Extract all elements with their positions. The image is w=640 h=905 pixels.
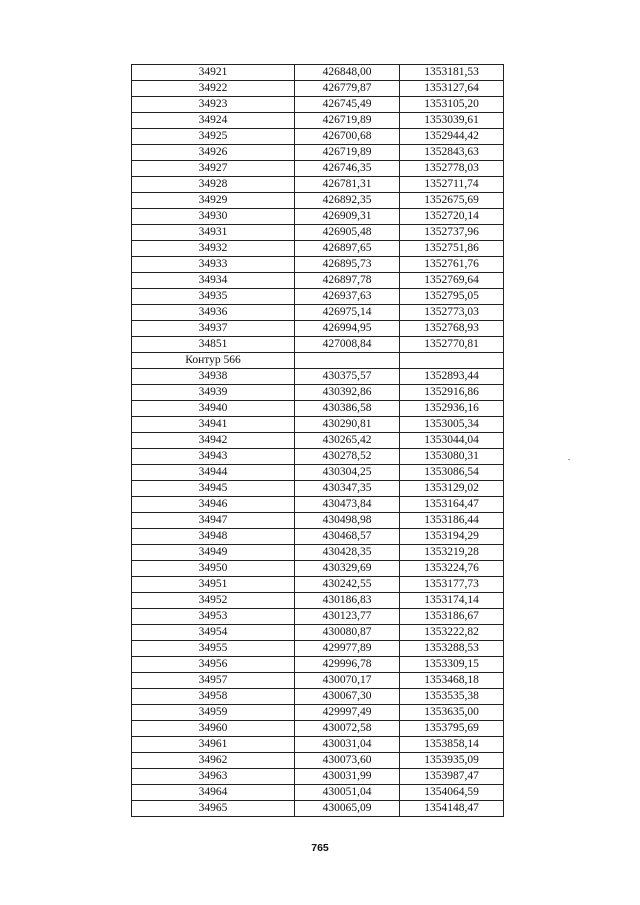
x-coordinate-cell: 426719,89 bbox=[295, 145, 400, 161]
table-row bbox=[132, 657, 504, 673]
point-number-cell: 34930 bbox=[132, 209, 295, 225]
table-row bbox=[132, 401, 504, 417]
y-coordinate-cell: 1353044,04 bbox=[400, 433, 504, 449]
y-coordinate-cell: 1353174,14 bbox=[400, 593, 504, 609]
x-coordinate-cell: 430051,04 bbox=[295, 785, 400, 801]
scan-speck bbox=[568, 459, 570, 460]
y-coordinate-cell: 1353177,73 bbox=[400, 577, 504, 593]
point-number-cell: 34943 bbox=[132, 449, 295, 465]
table-row bbox=[132, 193, 504, 209]
point-number-cell: 34937 bbox=[132, 321, 295, 337]
x-coordinate-cell: 430329,69 bbox=[295, 561, 400, 577]
y-coordinate-cell: 1353309,15 bbox=[400, 657, 504, 673]
table-row bbox=[132, 721, 504, 737]
y-coordinate-cell: 1352916,86 bbox=[400, 385, 504, 401]
x-coordinate-cell: 426892,35 bbox=[295, 193, 400, 209]
table-row bbox=[132, 209, 504, 225]
point-number-cell: 34921 bbox=[132, 65, 295, 81]
point-number-cell: 34964 bbox=[132, 785, 295, 801]
table-row bbox=[132, 497, 504, 513]
table-row bbox=[132, 609, 504, 625]
point-number-cell: 34963 bbox=[132, 769, 295, 785]
point-number-cell: 34924 bbox=[132, 113, 295, 129]
x-coordinate-cell: 426937,63 bbox=[295, 289, 400, 305]
table-row bbox=[132, 433, 504, 449]
x-coordinate-cell: 426719,89 bbox=[295, 113, 400, 129]
point-number-cell: 34935 bbox=[132, 289, 295, 305]
y-coordinate-cell: 1353086,54 bbox=[400, 465, 504, 481]
point-number-cell: 34955 bbox=[132, 641, 295, 657]
table-row bbox=[132, 513, 504, 529]
point-number-cell: 34939 bbox=[132, 385, 295, 401]
table-row bbox=[132, 177, 504, 193]
y-coordinate-cell: 1353858,14 bbox=[400, 737, 504, 753]
table-row bbox=[132, 753, 504, 769]
table-row bbox=[132, 289, 504, 305]
x-coordinate-cell: 426779,87 bbox=[295, 81, 400, 97]
table-row bbox=[132, 241, 504, 257]
table-row bbox=[132, 705, 504, 721]
point-number-cell: 34956 bbox=[132, 657, 295, 673]
x-coordinate-cell: 430428,35 bbox=[295, 545, 400, 561]
y-coordinate-cell: 1353935,09 bbox=[400, 753, 504, 769]
point-number-cell: 34944 bbox=[132, 465, 295, 481]
x-coordinate-cell: 429977,89 bbox=[295, 641, 400, 657]
x-coordinate-cell: 429996,78 bbox=[295, 657, 400, 673]
point-number-cell: 34940 bbox=[132, 401, 295, 417]
x-coordinate-cell: 430031,04 bbox=[295, 737, 400, 753]
y-coordinate-cell: 1353005,34 bbox=[400, 417, 504, 433]
table-row bbox=[132, 225, 504, 241]
y-coordinate-cell: 1353186,67 bbox=[400, 609, 504, 625]
x-coordinate-cell: 426781,31 bbox=[295, 177, 400, 193]
y-coordinate-cell: 1352751,86 bbox=[400, 241, 504, 257]
point-number-cell: 34952 bbox=[132, 593, 295, 609]
table-row bbox=[132, 801, 504, 817]
point-number-cell: 34933 bbox=[132, 257, 295, 273]
x-coordinate-cell: 426745,49 bbox=[295, 97, 400, 113]
y-coordinate-cell: 1353222,82 bbox=[400, 625, 504, 641]
y-coordinate-cell: 1354148,47 bbox=[400, 801, 504, 817]
y-coordinate-cell: 1352778,03 bbox=[400, 161, 504, 177]
x-coordinate-cell: 430073,60 bbox=[295, 753, 400, 769]
point-number-cell: 34929 bbox=[132, 193, 295, 209]
table-row bbox=[132, 561, 504, 577]
x-coordinate-cell: 430468,57 bbox=[295, 529, 400, 545]
y-coordinate-cell: 1352773,03 bbox=[400, 305, 504, 321]
y-coordinate-cell: 1353080,31 bbox=[400, 449, 504, 465]
x-coordinate-cell: 430186,83 bbox=[295, 593, 400, 609]
point-number-cell: 34923 bbox=[132, 97, 295, 113]
table-row bbox=[132, 305, 504, 321]
table-row bbox=[132, 449, 504, 465]
y-coordinate-cell: 1352675,69 bbox=[400, 193, 504, 209]
x-coordinate-cell: 426975,14 bbox=[295, 305, 400, 321]
point-number-cell: 34926 bbox=[132, 145, 295, 161]
point-number-cell: 34960 bbox=[132, 721, 295, 737]
x-coordinate-cell: 430290,81 bbox=[295, 417, 400, 433]
y-coordinate-cell: 1353535,38 bbox=[400, 689, 504, 705]
point-number-cell: 34961 bbox=[132, 737, 295, 753]
coordinates-table bbox=[131, 64, 504, 817]
x-coordinate-cell: 426897,65 bbox=[295, 241, 400, 257]
table-row bbox=[132, 577, 504, 593]
table-row bbox=[132, 273, 504, 289]
point-number-cell: 34941 bbox=[132, 417, 295, 433]
point-number-cell: 34946 bbox=[132, 497, 295, 513]
y-coordinate-cell: 1352843,63 bbox=[400, 145, 504, 161]
table-row bbox=[132, 65, 504, 81]
y-coordinate-cell: 1353635,00 bbox=[400, 705, 504, 721]
point-number-cell: 34954 bbox=[132, 625, 295, 641]
x-coordinate-cell: 430067,30 bbox=[295, 689, 400, 705]
x-coordinate-cell: 430080,87 bbox=[295, 625, 400, 641]
table-row bbox=[132, 417, 504, 433]
point-number-cell: 34925 bbox=[132, 129, 295, 145]
point-number-cell: 34953 bbox=[132, 609, 295, 625]
table-row bbox=[132, 129, 504, 145]
x-coordinate-cell: 429997,49 bbox=[295, 705, 400, 721]
x-coordinate-cell: 430375,57 bbox=[295, 369, 400, 385]
x-coordinate-cell: 430031,99 bbox=[295, 769, 400, 785]
y-coordinate-cell: 1353987,47 bbox=[400, 769, 504, 785]
x-coordinate-cell: 430242,55 bbox=[295, 577, 400, 593]
point-number-cell: 34927 bbox=[132, 161, 295, 177]
y-coordinate-cell: 1352711,74 bbox=[400, 177, 504, 193]
y-coordinate-cell: 1352893,44 bbox=[400, 369, 504, 385]
y-coordinate-cell: 1352770,81 bbox=[400, 337, 504, 353]
table-row bbox=[132, 161, 504, 177]
table-row bbox=[132, 785, 504, 801]
point-number-cell: 34851 bbox=[132, 337, 295, 353]
table-row bbox=[132, 481, 504, 497]
y-coordinate-cell: 1353127,64 bbox=[400, 81, 504, 97]
y-coordinate-cell: 1352761,76 bbox=[400, 257, 504, 273]
y-coordinate-cell: 1352768,93 bbox=[400, 321, 504, 337]
point-number-cell: 34949 bbox=[132, 545, 295, 561]
y-coordinate-cell: 1352944,42 bbox=[400, 129, 504, 145]
point-number-cell: 34932 bbox=[132, 241, 295, 257]
table-row bbox=[132, 673, 504, 689]
point-number-cell: 34965 bbox=[132, 801, 295, 817]
point-number-cell: 34957 bbox=[132, 673, 295, 689]
point-number-cell: 34958 bbox=[132, 689, 295, 705]
y-coordinate-cell bbox=[400, 353, 504, 369]
x-coordinate-cell: 426897,78 bbox=[295, 273, 400, 289]
x-coordinate-cell: 430304,25 bbox=[295, 465, 400, 481]
y-coordinate-cell: 1352795,05 bbox=[400, 289, 504, 305]
point-number-cell: 34959 bbox=[132, 705, 295, 721]
y-coordinate-cell: 1353224,76 bbox=[400, 561, 504, 577]
x-coordinate-cell: 426905,48 bbox=[295, 225, 400, 241]
y-coordinate-cell: 1353181,53 bbox=[400, 65, 504, 81]
y-coordinate-cell: 1354064,59 bbox=[400, 785, 504, 801]
y-coordinate-cell: 1352936,16 bbox=[400, 401, 504, 417]
x-coordinate-cell: 430278,52 bbox=[295, 449, 400, 465]
y-coordinate-cell: 1353164,47 bbox=[400, 497, 504, 513]
table-row bbox=[132, 257, 504, 273]
point-number-cell: 34948 bbox=[132, 529, 295, 545]
x-coordinate-cell: 426994,95 bbox=[295, 321, 400, 337]
x-coordinate-cell: 426848,00 bbox=[295, 65, 400, 81]
x-coordinate-cell: 430123,77 bbox=[295, 609, 400, 625]
point-number-cell: 34928 bbox=[132, 177, 295, 193]
coordinates-table-body bbox=[132, 65, 504, 817]
x-coordinate-cell bbox=[295, 353, 400, 369]
point-number-cell: 34947 bbox=[132, 513, 295, 529]
table-row bbox=[132, 81, 504, 97]
table-row bbox=[132, 353, 504, 369]
table-row bbox=[132, 641, 504, 657]
y-coordinate-cell: 1352769,64 bbox=[400, 273, 504, 289]
y-coordinate-cell: 1353186,44 bbox=[400, 513, 504, 529]
table-row bbox=[132, 545, 504, 561]
x-coordinate-cell: 430065,09 bbox=[295, 801, 400, 817]
y-coordinate-cell: 1353468,18 bbox=[400, 673, 504, 689]
x-coordinate-cell: 426746,35 bbox=[295, 161, 400, 177]
x-coordinate-cell: 430265,42 bbox=[295, 433, 400, 449]
table-row bbox=[132, 321, 504, 337]
table-row bbox=[132, 625, 504, 641]
x-coordinate-cell: 426895,73 bbox=[295, 257, 400, 273]
table-row bbox=[132, 737, 504, 753]
x-coordinate-cell: 430072,58 bbox=[295, 721, 400, 737]
x-coordinate-cell: 430498,98 bbox=[295, 513, 400, 529]
y-coordinate-cell: 1353194,29 bbox=[400, 529, 504, 545]
point-number-cell: 34922 bbox=[132, 81, 295, 97]
table-row bbox=[132, 337, 504, 353]
x-coordinate-cell: 430386,58 bbox=[295, 401, 400, 417]
x-coordinate-cell: 430347,35 bbox=[295, 481, 400, 497]
table-row bbox=[132, 97, 504, 113]
y-coordinate-cell: 1353795,69 bbox=[400, 721, 504, 737]
point-number-cell: 34942 bbox=[132, 433, 295, 449]
y-coordinate-cell: 1353219,28 bbox=[400, 545, 504, 561]
point-number-cell: 34962 bbox=[132, 753, 295, 769]
point-number-cell: 34950 bbox=[132, 561, 295, 577]
x-coordinate-cell: 430392,86 bbox=[295, 385, 400, 401]
y-coordinate-cell: 1353129,02 bbox=[400, 481, 504, 497]
table-row bbox=[132, 769, 504, 785]
y-coordinate-cell: 1352737,96 bbox=[400, 225, 504, 241]
point-number-cell: 34931 bbox=[132, 225, 295, 241]
y-coordinate-cell: 1353039,61 bbox=[400, 113, 504, 129]
y-coordinate-cell: 1352720,14 bbox=[400, 209, 504, 225]
table-row bbox=[132, 689, 504, 705]
x-coordinate-cell: 427008,84 bbox=[295, 337, 400, 353]
table-row bbox=[132, 385, 504, 401]
x-coordinate-cell: 430070,17 bbox=[295, 673, 400, 689]
x-coordinate-cell: 426700,68 bbox=[295, 129, 400, 145]
x-coordinate-cell: 426909,31 bbox=[295, 209, 400, 225]
table-row bbox=[132, 369, 504, 385]
table-row bbox=[132, 113, 504, 129]
table-row bbox=[132, 145, 504, 161]
point-number-cell: 34945 bbox=[132, 481, 295, 497]
table-row bbox=[132, 465, 504, 481]
y-coordinate-cell: 1353288,53 bbox=[400, 641, 504, 657]
page-number: 765 bbox=[311, 842, 329, 854]
table-row bbox=[132, 529, 504, 545]
point-number-cell: Контур 566 bbox=[132, 353, 295, 369]
x-coordinate-cell: 430473,84 bbox=[295, 497, 400, 513]
point-number-cell: 34936 bbox=[132, 305, 295, 321]
point-number-cell: 34951 bbox=[132, 577, 295, 593]
y-coordinate-cell: 1353105,20 bbox=[400, 97, 504, 113]
point-number-cell: 34938 bbox=[132, 369, 295, 385]
point-number-cell: 34934 bbox=[132, 273, 295, 289]
table-row bbox=[132, 593, 504, 609]
